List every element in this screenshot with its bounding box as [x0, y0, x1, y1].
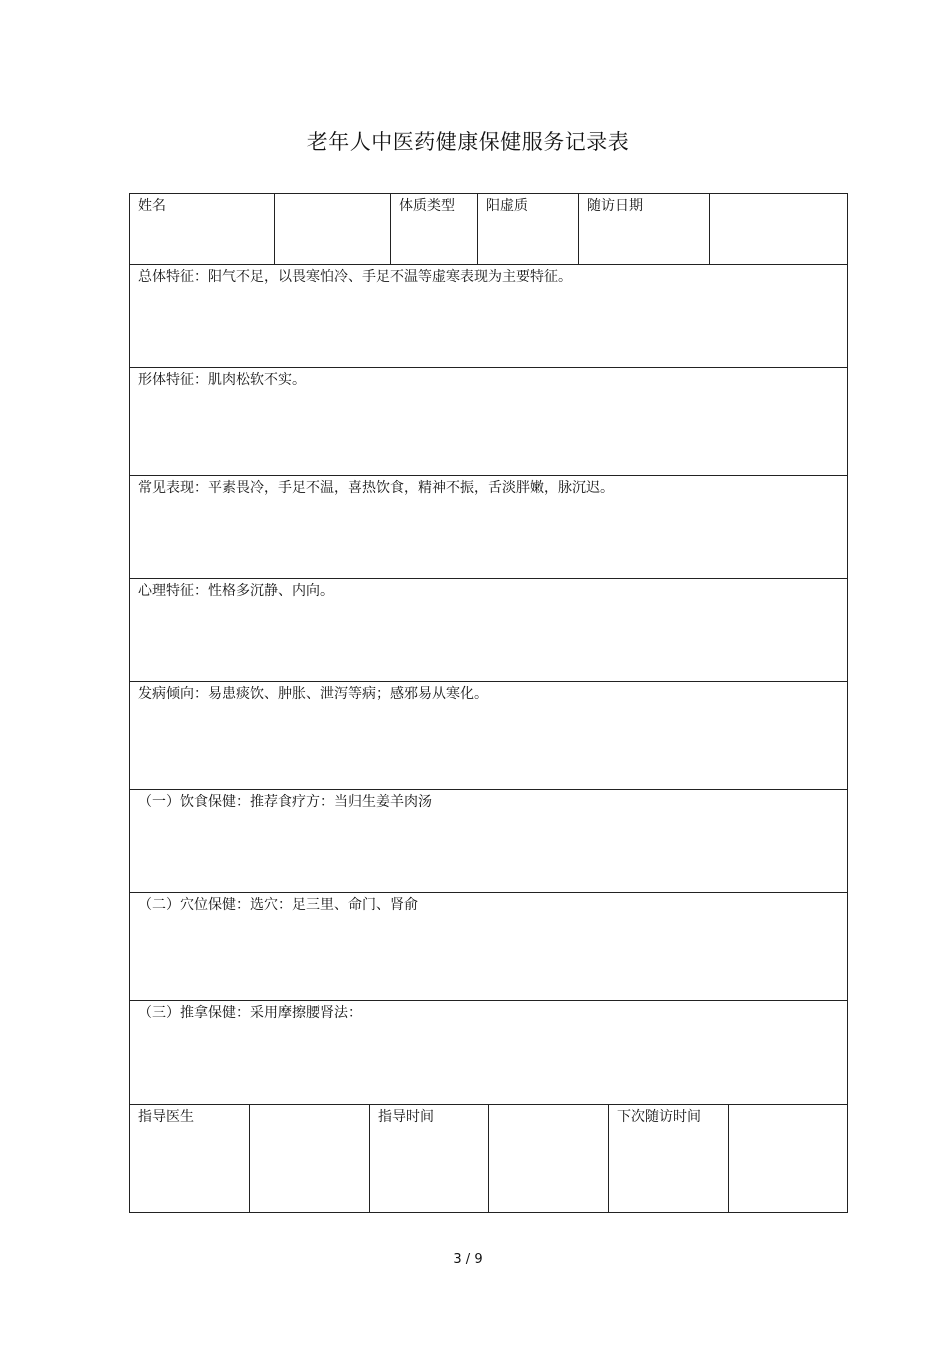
common-symptoms: 常见表现：平素畏冷，手足不温，喜热饮食，精神不振，舌淡胖嫩，脉沉迟。 — [138, 480, 614, 496]
page-number: 3 / 9 — [453, 1252, 483, 1267]
disease-tendency: 发病倾向：易患痰饮、肿胀、泄泻等病；感邪易从寒化。 — [138, 686, 488, 702]
header-row — [130, 194, 847, 265]
next-followup-field[interactable] — [729, 1105, 847, 1212]
massage-care-row — [130, 1001, 847, 1105]
constitution-type-label: 体质类型 — [391, 194, 478, 264]
next-followup-label: 下次随访时间 — [609, 1105, 729, 1212]
record-form — [129, 193, 848, 1213]
followup-date-label: 随访日期 — [579, 194, 710, 264]
diet-care-row — [130, 790, 847, 893]
diet-care: （一）饮食保健：推荐食疗方：当归生姜羊肉汤 — [138, 794, 432, 810]
footer-row — [130, 1105, 847, 1212]
psychological-row — [130, 579, 847, 682]
psychological-characteristics: 心理特征：性格多沉静、内向。 — [138, 583, 334, 599]
guidance-time-label: 指导时间 — [370, 1105, 489, 1212]
body-shape-characteristics: 形体特征：肌肉松软不实。 — [138, 372, 306, 388]
acupoint-care: （二）穴位保健：选穴：足三里、命门、肾俞 — [138, 897, 418, 913]
doctor-field[interactable] — [250, 1105, 370, 1212]
disease-tendency-row — [130, 682, 847, 790]
overall-characteristics-row — [130, 265, 847, 368]
common-symptoms-row — [130, 476, 847, 579]
name-label: 姓名 — [130, 194, 275, 264]
acupoint-care-row — [130, 893, 847, 1001]
body-shape-row — [130, 368, 847, 476]
followup-date-field[interactable] — [710, 194, 847, 264]
form-title: 老年人中医药健康保健服务记录表 — [306, 130, 630, 154]
overall-characteristics: 总体特征：阳气不足，以畏寒怕冷、手足不温等虚寒表现为主要特征。 — [138, 269, 572, 285]
name-field[interactable] — [275, 194, 391, 264]
doctor-label: 指导医生 — [130, 1105, 250, 1212]
constitution-type-value: 阳虚质 — [478, 194, 579, 264]
massage-care: （三）推拿保健：采用摩擦腰肾法： — [138, 1005, 362, 1021]
guidance-time-field[interactable] — [489, 1105, 609, 1212]
